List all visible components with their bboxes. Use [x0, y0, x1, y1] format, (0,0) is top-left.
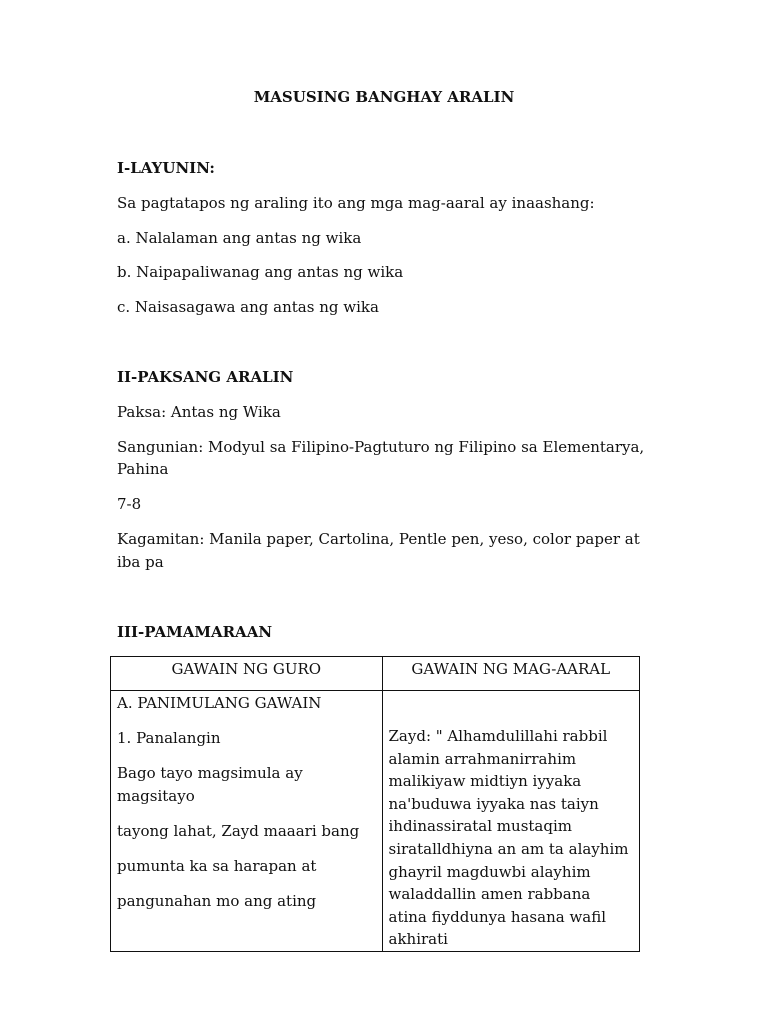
sangunian-text: Sangunian: Modyul sa Filipino-Pagtuturo ng Filipino sa Elementarya, Pahina: [117, 438, 645, 478]
layunin-heading: I-LAYUNIN:: [117, 159, 215, 177]
mag-aaral-text: Zayd: " Alhamdulillahi rabbil alamin arrahmanirrahim malikiyaw midtiyn iyyaka na'buduwa iyyaka nas taiyn ihdinassiratal mustaqim siratalldhiyna an am ta alayhim ghayril magduwbi alayhim waladdallin amen rabbana atina fiyddunya hasana wafil akhirati: [388, 727, 629, 949]
guro-line: Bago tayo magsimula ay magsitayo: [117, 764, 303, 805]
page-title: MASUSING BANGHAY ARALIN: [253, 88, 515, 106]
pamamaraan-heading: III-PAMAMARAAN: [117, 623, 273, 641]
guro-line: pumunta ka sa harapan at: [117, 857, 317, 875]
layunin-item-c: c. Naisasagawa ang antas ng wika: [117, 298, 379, 316]
guro-line: pangunahan mo ang ating: [117, 892, 317, 910]
mag-aaral-cell: [382, 691, 640, 952]
table-row: [111, 691, 640, 952]
layunin-item-a: a. Nalalaman ang antas ng wika: [117, 229, 362, 247]
layunin-intro: Sa pagtatapos ng araling ito ang mga mag-aaral ay inaashang:: [117, 194, 595, 212]
layunin-item-b: b. Naipapaliwanag ang antas ng wika: [117, 263, 404, 281]
paksa-text: Paksa: Antas ng Wika: [117, 403, 281, 421]
kagamitan-text: Kagamitan: Manila paper, Cartolina, Pentle pen, yeso, color paper at iba pa: [117, 530, 640, 571]
guro-line: 1. Panalangin: [117, 729, 221, 747]
header-gawain-mag-aaral: GAWAIN NG MAG-AARAL: [382, 657, 640, 691]
header-gawain-guro: GAWAIN NG GURO: [111, 657, 383, 691]
guro-line: tayong lahat, Zayd maaari bang: [117, 822, 360, 840]
pamamaraan-table: [110, 656, 640, 952]
guro-cell: [111, 691, 383, 952]
table-header-row: [111, 657, 640, 691]
sangunian-pages: 7-8: [117, 495, 142, 513]
guro-line: A. PANIMULANG GAWAIN: [117, 694, 322, 712]
paksang-aralin-heading: II-PAKSANG ARALIN: [117, 368, 294, 386]
